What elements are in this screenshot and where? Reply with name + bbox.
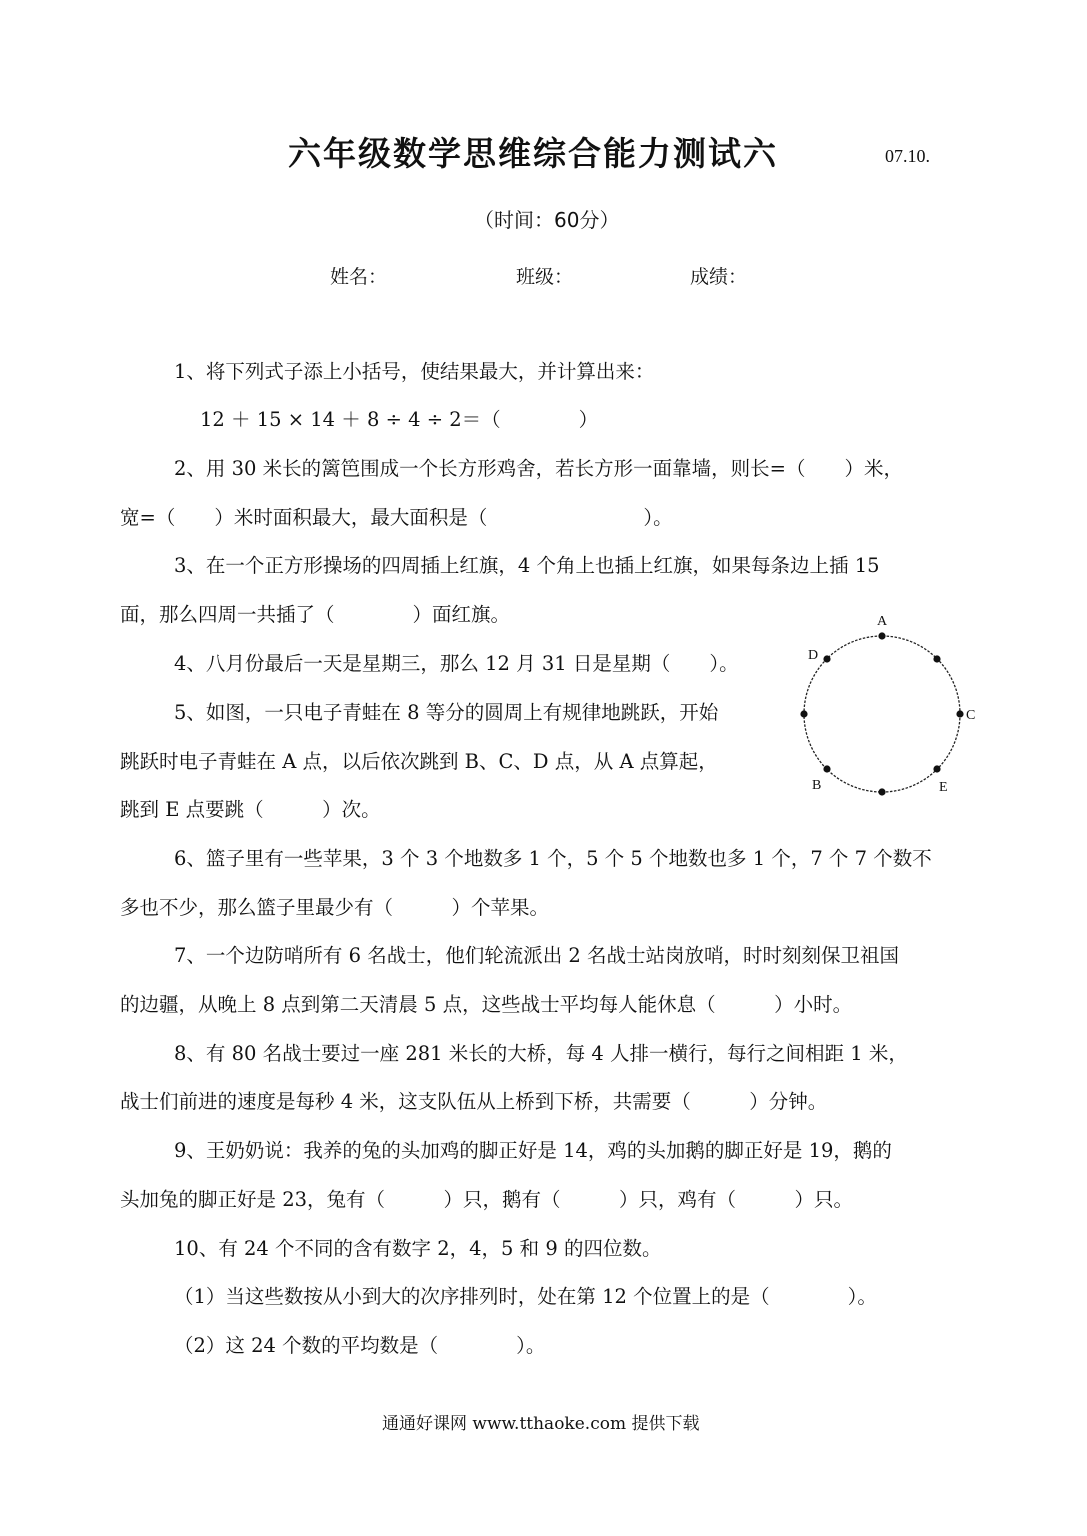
label-b: B <box>812 778 822 793</box>
label-c: C <box>966 708 976 723</box>
point-s-dot <box>878 788 885 795</box>
label-a: A <box>877 614 888 629</box>
question-1-expression: 12 ＋ 15 × 14 ＋ 8 ÷ 4 ÷ 2＝（ ） <box>200 408 599 431</box>
point-c-dot <box>956 710 963 717</box>
question-7-line-2: 的边疆，从晚上 8 点到第二天清晨 5 点，这些战士平均每人能休息（ ）小时。 <box>120 993 853 1016</box>
question-5-line-3: 跳到 E 点要跳（ ）次。 <box>120 798 381 821</box>
question-7-line-1: 7、一个边防哨所有 6 名战士，他们轮流派出 2 名战士站岗放哨，时时刻刻保卫祖国 <box>174 944 900 967</box>
question-2-line-1: 2、用 30 米长的篱笆围成一个长方形鸡舍，若长方形一面靠墙，则长=（ ）米， <box>174 457 903 480</box>
question-9-line-1: 9、王奶奶说：我养的兔的头加鸡的脚正好是 14，鸡的头加鹅的脚正好是 19，鹅的 <box>174 1139 892 1162</box>
page-title: 六年级数学思维综合能力测试六 <box>288 134 778 173</box>
question-5-line-1: 5、如图，一只电子青蛙在 8 等分的圆周上有规律地跳跃，开始 <box>174 701 719 724</box>
question-6-line-2: 多也不少，那么篮子里最少有（ ）个苹果。 <box>120 896 550 919</box>
point-a-dot <box>878 632 885 639</box>
question-3-line-2: 面，那么四周一共插了（ ）面红旗。 <box>120 603 511 626</box>
name-field-label: 姓名： <box>330 266 388 288</box>
question-4: 4、八月份最后一天是星期三，那么 12 月 31 日是星期（ ）。 <box>174 652 739 675</box>
point-d-dot <box>823 655 830 662</box>
question-10-part-1: （1）当这些数按从小到大的次序排列时，处在第 12 个位置上的是（ ）。 <box>174 1285 877 1308</box>
question-1: 1、将下列式子添上小括号，使结果最大，并计算出来： <box>174 360 655 383</box>
score-field-label: 成绩： <box>690 266 748 288</box>
date-label: 07.10. <box>885 146 930 166</box>
label-e: E <box>939 780 948 795</box>
point-b-dot <box>823 765 830 772</box>
label-d: D <box>808 648 819 663</box>
question-9-line-2: 头加兔的脚正好是 23，兔有（ ）只，鹅有（ ）只，鸡有（ ）只。 <box>120 1188 854 1211</box>
eight-point-circle-figure <box>790 608 990 808</box>
question-8-line-1: 8、有 80 名战士要过一座 281 米长的大桥，每 4 人排一横行，每行之间相距 1 米， <box>174 1042 908 1065</box>
point-e-dot <box>933 765 940 772</box>
question-6-line-1: 6、篮子里有一些苹果，3 个 3 个地数多 1 个，5 个 5 个地数也多 1 个，7 个 7 个数不 <box>174 847 932 870</box>
footer-credit: 通通好课网 www.tthaoke.com 提供下载 <box>382 1414 700 1434</box>
point-w-dot <box>800 710 807 717</box>
class-field-label: 班级： <box>516 266 574 288</box>
point-ne-dot <box>933 655 940 662</box>
question-2-line-2: 宽=（ ）米时面积最大，最大面积是（ ）。 <box>120 506 673 529</box>
question-8-line-2: 战士们前进的速度是每秒 4 米，这支队伍从上桥到下桥，共需要（ ）分钟。 <box>120 1090 828 1113</box>
question-10-part-2: （2）这 24 个数的平均数是（ ）。 <box>174 1334 546 1357</box>
time-limit: （时间：60分） <box>474 208 620 232</box>
question-3-line-1: 3、在一个正方形操场的四周插上红旗，4 个角上也插上红旗，如果每条边上插 15 <box>174 554 880 577</box>
question-5-line-2: 跳跃时电子青蛙在 A 点，以后依次跳到 B、C、D 点，从 A 点算起， <box>120 750 718 773</box>
question-10: 10、有 24 个不同的含有数字 2，4，5 和 9 的四位数。 <box>174 1237 662 1260</box>
